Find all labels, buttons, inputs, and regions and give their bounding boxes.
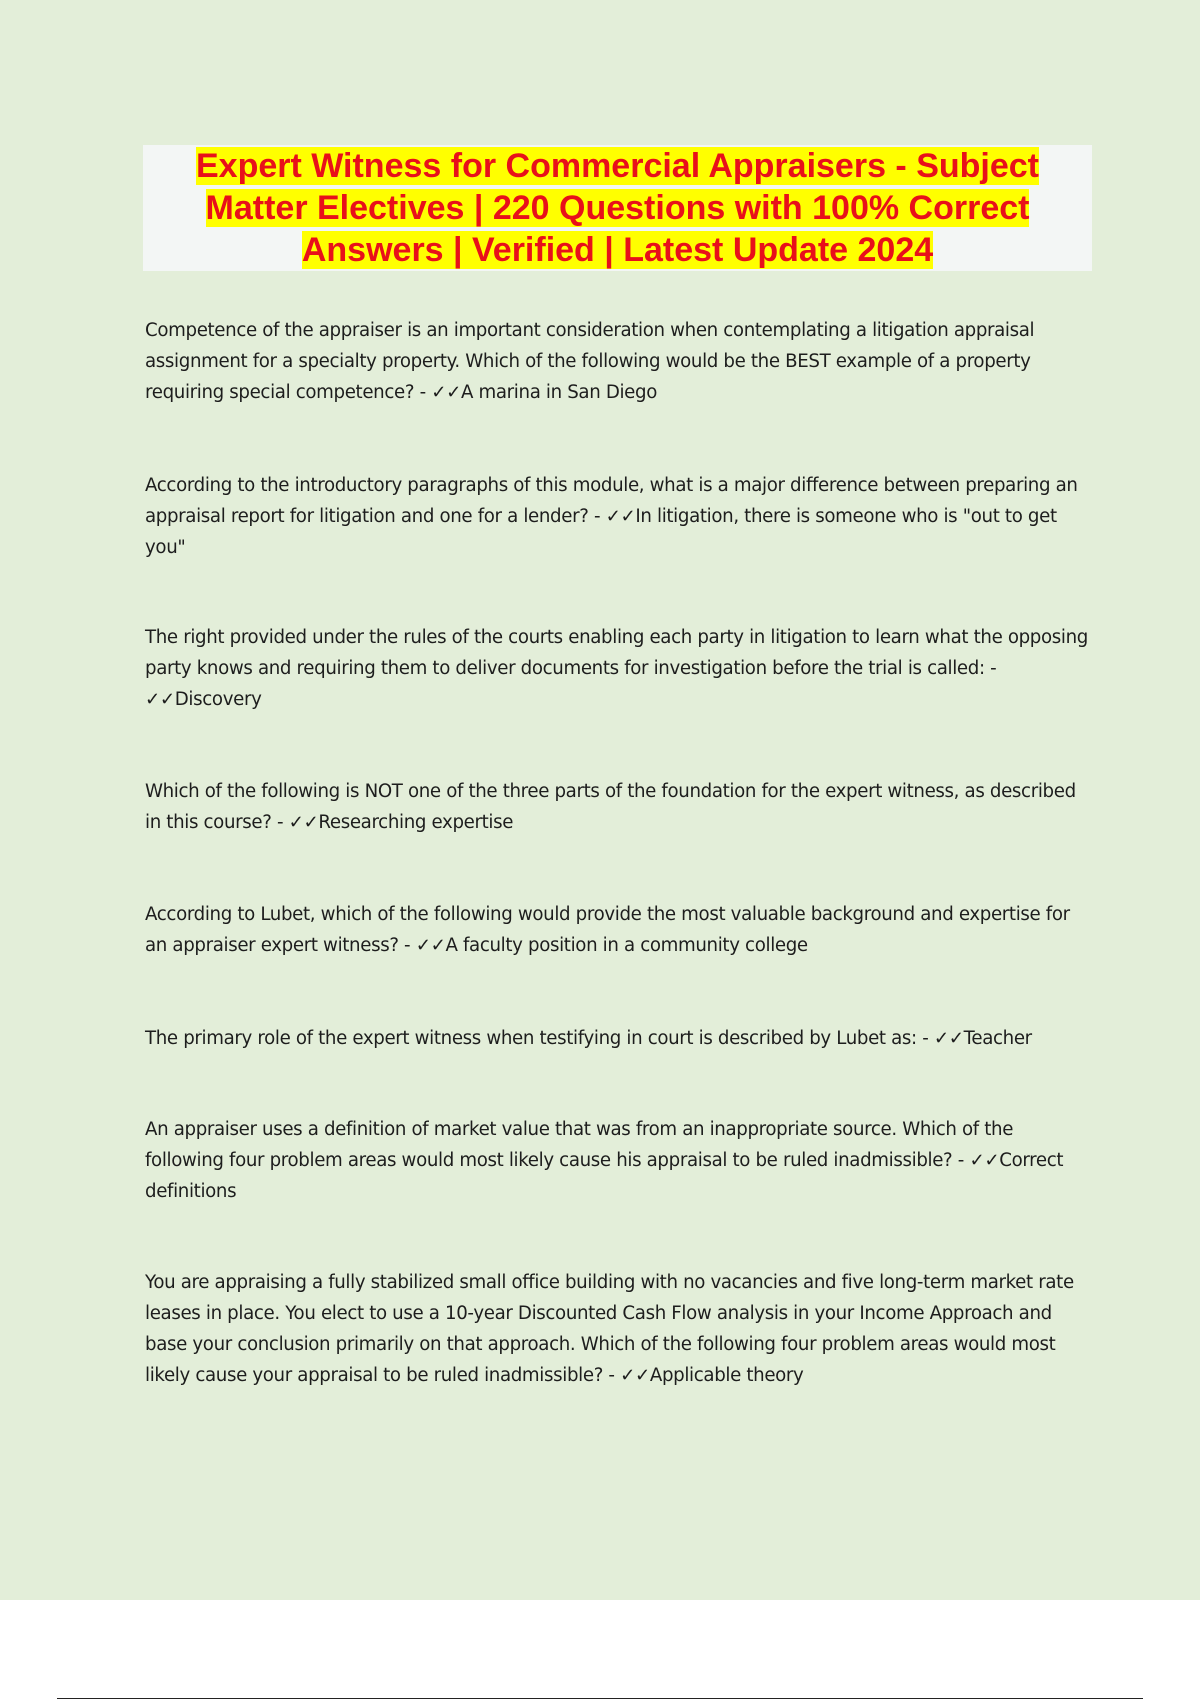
title-box [143, 145, 1092, 271]
qa-item [145, 622, 1090, 715]
question-text: According to the introductory paragraphs of this module, what is a major difference between preparing an appraisal report for litigation and one for a lender? - [145, 475, 1078, 527]
question-text: According to Lubet, which of the following would provide the most valuable background and expertise for an appraiser expert witness? - [145, 904, 1070, 956]
question-text: An appraiser uses a definition of market value that was from an inappropriate source. Which of the following four problem areas would most likely cause his appraisal to be ruled inadmissible? - [145, 1119, 1014, 1171]
answer-text: ✓✓Applicable theory [620, 1365, 804, 1386]
question-text: You are appraising a fully stabilized small office building with no vacancies and five long-term market rate leases in place. You elect to use a 10-year Discounted Cash Flow analysis in your Income Approach and base your conclusion primarily on that approach. Which of the following four problem areas would most likely cause your appraisal to be ruled inadmissible? - [145, 1272, 1074, 1386]
answer-text: ✓✓In litigation, there is someone who is "out to get you" [145, 506, 1057, 558]
question-text: The primary role of the expert witness when testifying in court is described by Lubet as: - [145, 1028, 934, 1049]
qa-item [145, 899, 1090, 961]
answer-text: ✓✓Teacher [933, 1028, 1032, 1049]
qa-item [145, 1114, 1090, 1207]
qa-item [145, 776, 1090, 838]
bottom-rule [57, 1698, 1143, 1699]
answer-text: ✓✓Correct definitions [145, 1150, 1064, 1202]
qa-item [145, 315, 1090, 408]
question-text: The right provided under the rules of the courts enabling each party in litigation to learn what the opposing party knows and requiring them to deliver documents for investigation before the trial is called: - [145, 627, 1088, 679]
qa-item [145, 1267, 1090, 1391]
question-text: Which of the following is NOT one of the three parts of the foundation for the expert witness, as described in this course? - [145, 781, 1076, 833]
qa-item [145, 470, 1090, 563]
answer-text: ✓✓Researching expertise [288, 812, 514, 833]
qa-item [145, 1023, 1090, 1054]
answer-text: ✓✓A marina in San Diego [431, 382, 657, 403]
document-title: Expert Witness for Commercial Appraisers - Subject Matter Electives | 220 Questions with 100% Correct Answers | Verified | Latest Update 2024 [195, 147, 1039, 269]
answer-text: ✓✓A faculty position in a community college [415, 935, 808, 956]
question-text: Competence of the appraiser is an important consideration when contemplating a litigation appraisal assignment for a specialty property. Which of the following would be the BEST example of a property requiring special competence? - [145, 320, 1035, 403]
answer-text: ✓✓Discovery [145, 689, 262, 710]
